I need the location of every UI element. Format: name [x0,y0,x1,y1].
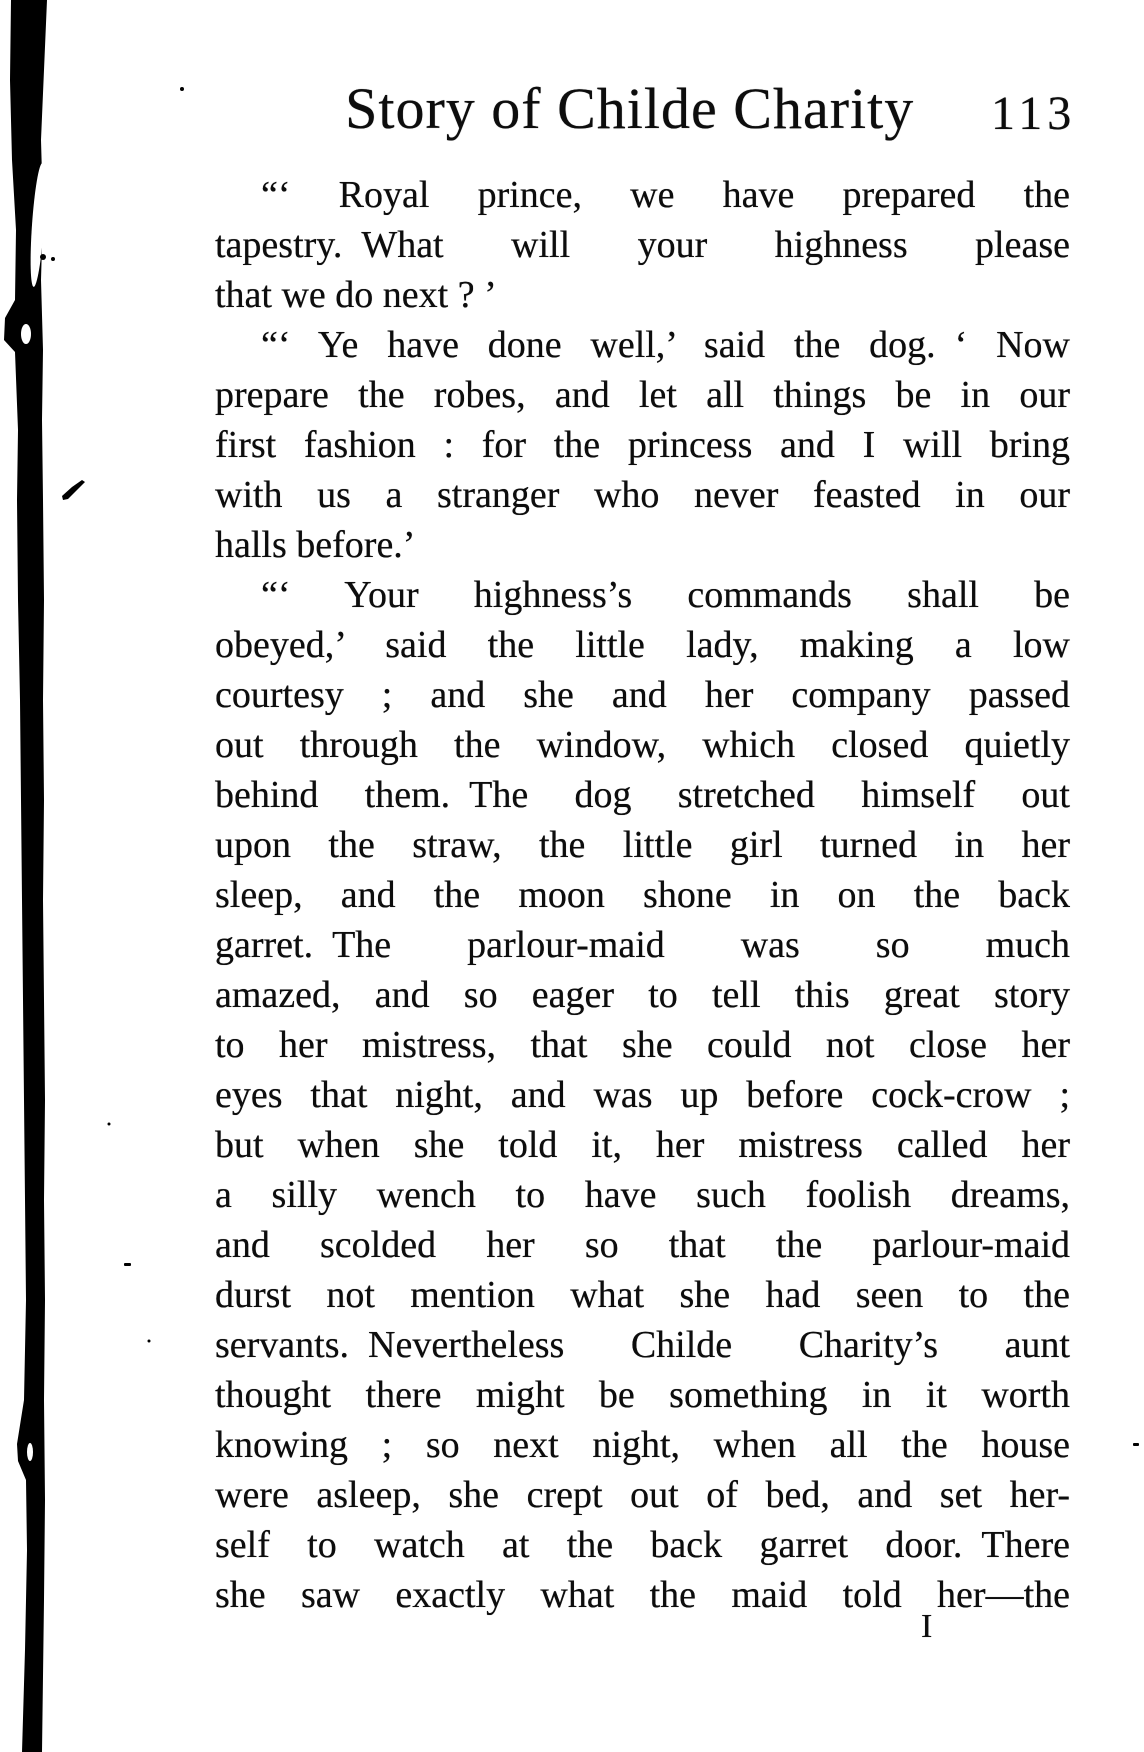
text-line: out through the window, which closed quietly [215,724,1070,766]
text-line: were asleep, she crept out of bed, and set her- [215,1474,1070,1516]
text-line: self to watch at the back garret door. There [215,1524,1070,1566]
text-line: amazed, and so eager to tell this great story [215,974,1070,1016]
paragraph [215,570,1070,1620]
text-line: obeyed,’ said the little lady, making a low [215,624,1070,666]
running-head [215,76,1077,156]
paragraph [215,320,1070,570]
paragraph [215,170,1070,320]
text-line: first fashion : for the princess and I will bring [215,424,1070,466]
text-line: “‘ Royal prince, we have prepared the [261,174,1070,216]
text-line: behind them. The dog stretched himself out [215,774,1070,816]
text-line: durst not mention what she had seen to the [215,1274,1070,1316]
text-line: she saw exactly what the maid told her—the [215,1574,1070,1616]
text-line: upon the straw, the little girl turned in her [215,824,1070,866]
text-line: prepare the robes, and let all things be in our [215,374,1070,416]
text-line: that we do next ? ’ [215,274,497,316]
text-line: to her mistress, that she could not close her [215,1024,1070,1066]
text-line: servants. Nevertheless Childe Charity’s aunt [215,1324,1070,1366]
text-line: tapestry. What will your highness please [215,224,1070,266]
text-line: courtesy ; and she and her company passed [215,674,1070,716]
text-line: a silly wench to have such foolish dreams, [215,1174,1070,1216]
text-line: “‘ Your highness’s commands shall be [261,574,1070,616]
text-block [215,170,1070,1620]
text-line: eyes that night, and was up before cock-crow ; [215,1074,1070,1116]
text-line: garret. The parlour-maid was so much [215,924,1070,966]
text-line: knowing ; so next night, when all the house [215,1424,1070,1466]
text-line: with us a stranger who never feasted in our [215,474,1070,516]
text-line: but when she told it, her mistress called her [215,1124,1070,1166]
text-line: thought there might be something in it worth [215,1374,1070,1416]
text-line: sleep, and the moon shone in on the back [215,874,1070,916]
text-line: and scolded her so that the parlour-maid [215,1224,1070,1266]
signature-mark: I [921,1608,933,1645]
page-title: Story of Childe Charity [345,76,915,141]
text-line: halls before.’ [215,524,416,566]
page-number: 113 [991,87,1077,140]
text-line: “‘ Ye have done well,’ said the dog. ‘ Now [261,324,1070,366]
